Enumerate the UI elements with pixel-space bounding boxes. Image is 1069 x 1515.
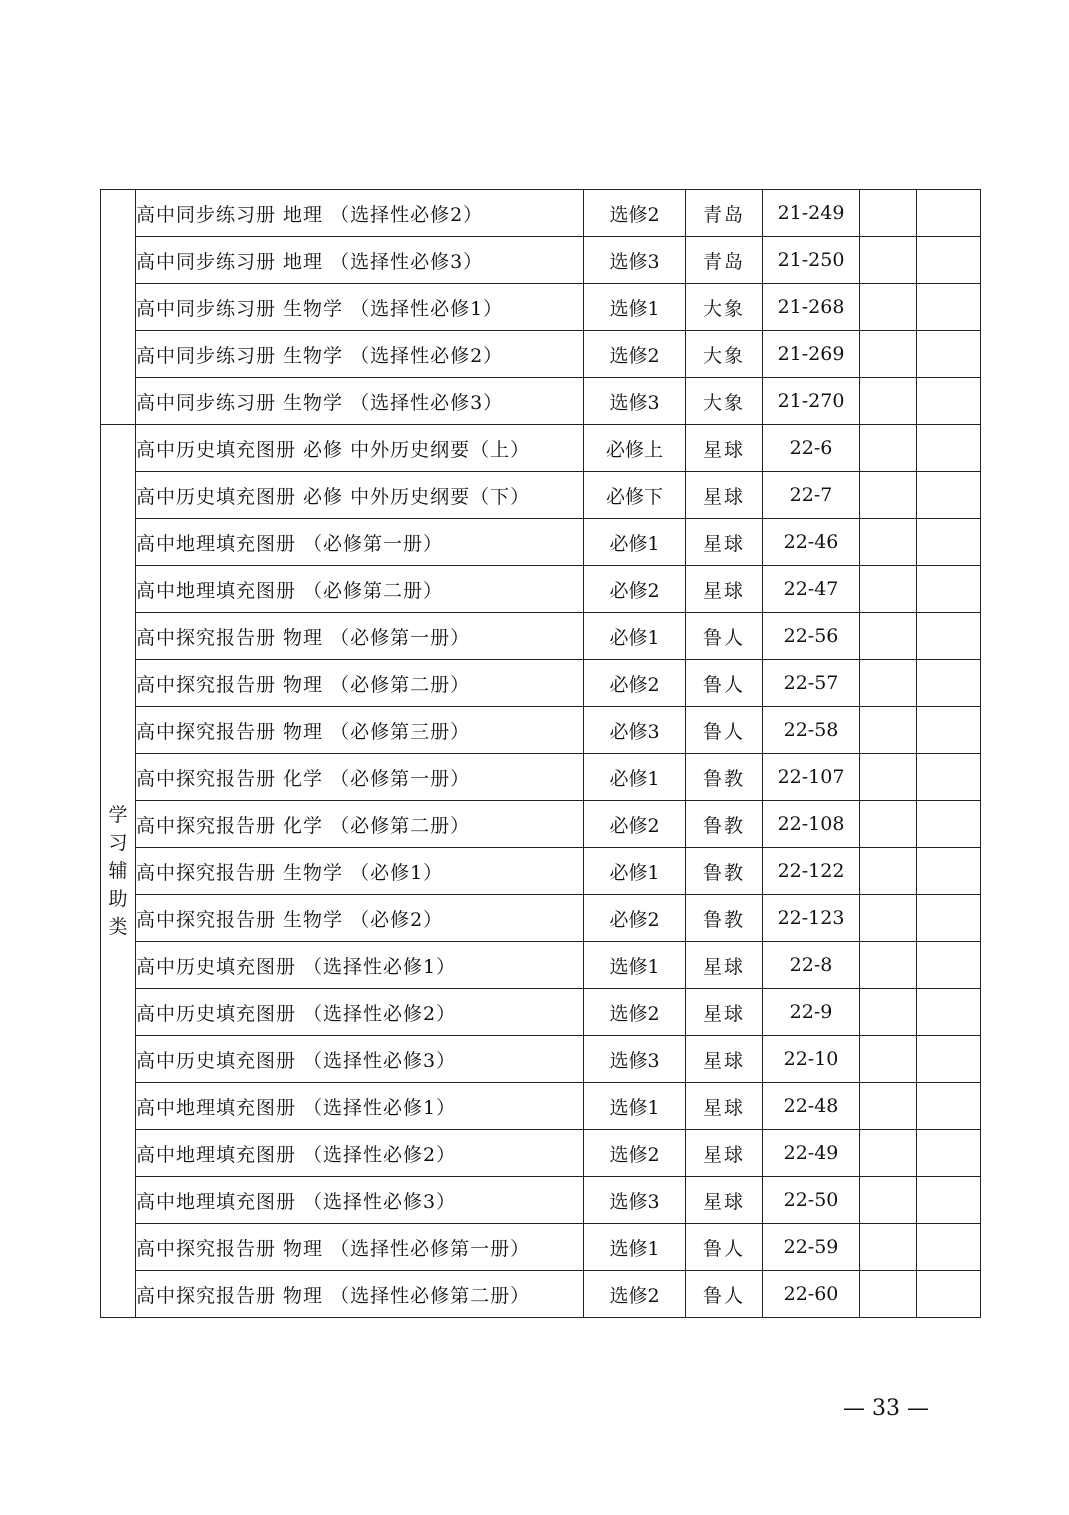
category-cell [101, 425, 136, 1318]
publisher-cell: 鲁教 [686, 801, 763, 848]
empty-cell [917, 566, 981, 613]
publisher-cell: 星球 [686, 566, 763, 613]
book-name-cell: 高中历史填充图册 必修 中外历史纲要（上） [136, 425, 584, 472]
table-row [101, 1130, 981, 1177]
empty-cell [917, 378, 981, 425]
code-cell: 22-49 [763, 1130, 860, 1177]
empty-cell [860, 942, 917, 989]
empty-cell [860, 519, 917, 566]
empty-cell [917, 989, 981, 1036]
code-cell: 22-46 [763, 519, 860, 566]
code-cell: 21-269 [763, 331, 860, 378]
book-name-cell: 高中历史填充图册 必修 中外历史纲要（下） [136, 472, 584, 519]
volume-cell: 选修1 [584, 942, 686, 989]
book-name-cell: 高中历史填充图册 （选择性必修2） [136, 989, 584, 1036]
empty-cell [860, 801, 917, 848]
code-cell: 21-270 [763, 378, 860, 425]
table-row [101, 566, 981, 613]
book-name-cell: 高中地理填充图册 （必修第二册） [136, 566, 584, 613]
book-name-cell: 高中探究报告册 化学 （必修第二册） [136, 801, 584, 848]
empty-cell [860, 190, 917, 237]
empty-cell [860, 660, 917, 707]
publisher-cell: 星球 [686, 519, 763, 566]
table-row [101, 425, 981, 472]
code-cell: 22-10 [763, 1036, 860, 1083]
code-cell: 21-250 [763, 237, 860, 284]
empty-cell [860, 613, 917, 660]
empty-cell [917, 1177, 981, 1224]
category-cell [101, 190, 136, 425]
book-name-cell: 高中历史填充图册 （选择性必修3） [136, 1036, 584, 1083]
publisher-cell: 星球 [686, 989, 763, 1036]
book-name-cell: 高中探究报告册 生物学 （必修2） [136, 895, 584, 942]
code-cell: 22-122 [763, 848, 860, 895]
empty-cell [860, 284, 917, 331]
book-name-cell: 高中探究报告册 生物学 （必修1） [136, 848, 584, 895]
table-row [101, 707, 981, 754]
table-row [101, 848, 981, 895]
empty-cell [917, 1224, 981, 1271]
volume-cell: 选修2 [584, 331, 686, 378]
volume-cell: 选修1 [584, 1083, 686, 1130]
publisher-cell: 鲁人 [686, 613, 763, 660]
book-name-cell: 高中同步练习册 地理 （选择性必修2） [136, 190, 584, 237]
volume-cell: 选修2 [584, 1130, 686, 1177]
empty-cell [917, 754, 981, 801]
volume-cell: 必修2 [584, 566, 686, 613]
table-row [101, 472, 981, 519]
publisher-cell: 青岛 [686, 190, 763, 237]
volume-cell: 选修1 [584, 1224, 686, 1271]
empty-cell [860, 472, 917, 519]
code-cell: 22-50 [763, 1177, 860, 1224]
volume-cell: 选修2 [584, 989, 686, 1036]
volume-cell: 选修1 [584, 284, 686, 331]
book-name-cell: 高中探究报告册 物理 （必修第二册） [136, 660, 584, 707]
volume-cell: 必修2 [584, 660, 686, 707]
code-cell: 22-59 [763, 1224, 860, 1271]
code-cell: 22-9 [763, 989, 860, 1036]
code-cell: 22-47 [763, 566, 860, 613]
publisher-cell: 星球 [686, 942, 763, 989]
empty-cell [860, 1083, 917, 1130]
empty-cell [860, 1130, 917, 1177]
publisher-cell: 大象 [686, 331, 763, 378]
volume-cell: 必修2 [584, 895, 686, 942]
empty-cell [917, 895, 981, 942]
table-row [101, 1224, 981, 1271]
empty-cell [917, 1083, 981, 1130]
empty-cell [860, 566, 917, 613]
code-cell: 22-7 [763, 472, 860, 519]
table-row [101, 660, 981, 707]
table-row [101, 754, 981, 801]
empty-cell [917, 660, 981, 707]
table-row [101, 942, 981, 989]
volume-cell: 选修2 [584, 190, 686, 237]
table-row [101, 1036, 981, 1083]
volume-cell: 必修3 [584, 707, 686, 754]
table-row [101, 989, 981, 1036]
empty-cell [860, 1177, 917, 1224]
empty-cell [917, 613, 981, 660]
empty-cell [860, 425, 917, 472]
book-name-cell: 高中探究报告册 物理 （必修第三册） [136, 707, 584, 754]
empty-cell [917, 1130, 981, 1177]
category-label: 学习辅助类 [108, 804, 128, 938]
empty-cell [860, 707, 917, 754]
book-name-cell: 高中地理填充图册 （选择性必修1） [136, 1083, 584, 1130]
publisher-cell: 星球 [686, 1177, 763, 1224]
book-name-cell: 高中同步练习册 生物学 （选择性必修2） [136, 331, 584, 378]
table-row [101, 801, 981, 848]
empty-cell [917, 472, 981, 519]
volume-cell: 必修上 [584, 425, 686, 472]
table-row [101, 613, 981, 660]
publisher-cell: 星球 [686, 1083, 763, 1130]
empty-cell [917, 1036, 981, 1083]
publisher-cell: 星球 [686, 472, 763, 519]
volume-cell: 必修1 [584, 848, 686, 895]
table-row [101, 284, 981, 331]
table-row [101, 895, 981, 942]
table-row [101, 1177, 981, 1224]
publisher-cell: 鲁人 [686, 1271, 763, 1318]
textbook-table [100, 189, 981, 1318]
book-name-cell: 高中地理填充图册 （选择性必修3） [136, 1177, 584, 1224]
empty-cell [860, 1224, 917, 1271]
empty-cell [860, 1036, 917, 1083]
table-body [101, 190, 981, 1318]
publisher-cell: 鲁教 [686, 848, 763, 895]
empty-cell [860, 754, 917, 801]
publisher-cell: 鲁教 [686, 895, 763, 942]
publisher-cell: 青岛 [686, 237, 763, 284]
table-row [101, 378, 981, 425]
code-cell: 22-60 [763, 1271, 860, 1318]
code-cell: 22-123 [763, 895, 860, 942]
volume-cell: 选修3 [584, 1177, 686, 1224]
empty-cell [917, 1271, 981, 1318]
empty-cell [917, 519, 981, 566]
table-row [101, 190, 981, 237]
code-cell: 22-57 [763, 660, 860, 707]
table-row [101, 237, 981, 284]
code-cell: 22-56 [763, 613, 860, 660]
publisher-cell: 大象 [686, 378, 763, 425]
book-name-cell: 高中探究报告册 化学 （必修第一册） [136, 754, 584, 801]
book-name-cell: 高中地理填充图册 （必修第一册） [136, 519, 584, 566]
book-name-cell: 高中探究报告册 物理 （必修第一册） [136, 613, 584, 660]
volume-cell: 选修3 [584, 237, 686, 284]
empty-cell [860, 895, 917, 942]
publisher-cell: 星球 [686, 1130, 763, 1177]
empty-cell [917, 237, 981, 284]
empty-cell [917, 284, 981, 331]
publisher-cell: 星球 [686, 425, 763, 472]
page-number: — 33 — [843, 1396, 929, 1421]
publisher-cell: 鲁人 [686, 707, 763, 754]
code-cell: 22-108 [763, 801, 860, 848]
book-name-cell: 高中历史填充图册 （选择性必修1） [136, 942, 584, 989]
volume-cell: 选修3 [584, 1036, 686, 1083]
empty-cell [917, 707, 981, 754]
empty-cell [860, 331, 917, 378]
code-cell: 22-107 [763, 754, 860, 801]
empty-cell [860, 848, 917, 895]
table-row [101, 1083, 981, 1130]
book-name-cell: 高中同步练习册 生物学 （选择性必修3） [136, 378, 584, 425]
empty-cell [917, 801, 981, 848]
volume-cell: 选修2 [584, 1271, 686, 1318]
book-name-cell: 高中探究报告册 物理 （选择性必修第二册） [136, 1271, 584, 1318]
volume-cell: 必修下 [584, 472, 686, 519]
table-row [101, 1271, 981, 1318]
code-cell: 22-58 [763, 707, 860, 754]
volume-cell: 必修1 [584, 754, 686, 801]
book-name-cell: 高中探究报告册 物理 （选择性必修第一册） [136, 1224, 584, 1271]
publisher-cell: 大象 [686, 284, 763, 331]
volume-cell: 选修3 [584, 378, 686, 425]
table-row [101, 519, 981, 566]
empty-cell [917, 190, 981, 237]
table-row [101, 331, 981, 378]
code-cell: 22-6 [763, 425, 860, 472]
publisher-cell: 鲁教 [686, 754, 763, 801]
publisher-cell: 鲁人 [686, 1224, 763, 1271]
volume-cell: 必修1 [584, 519, 686, 566]
empty-cell [860, 378, 917, 425]
publisher-cell: 星球 [686, 1036, 763, 1083]
book-name-cell: 高中同步练习册 地理 （选择性必修3） [136, 237, 584, 284]
empty-cell [917, 942, 981, 989]
code-cell: 22-48 [763, 1083, 860, 1130]
empty-cell [917, 848, 981, 895]
volume-cell: 必修1 [584, 613, 686, 660]
publisher-cell: 鲁人 [686, 660, 763, 707]
empty-cell [917, 425, 981, 472]
volume-cell: 必修2 [584, 801, 686, 848]
code-cell: 21-268 [763, 284, 860, 331]
book-name-cell: 高中同步练习册 生物学 （选择性必修1） [136, 284, 584, 331]
empty-cell [860, 1271, 917, 1318]
empty-cell [860, 989, 917, 1036]
empty-cell [917, 331, 981, 378]
book-name-cell: 高中地理填充图册 （选择性必修2） [136, 1130, 584, 1177]
empty-cell [860, 237, 917, 284]
code-cell: 22-8 [763, 942, 860, 989]
code-cell: 21-249 [763, 190, 860, 237]
